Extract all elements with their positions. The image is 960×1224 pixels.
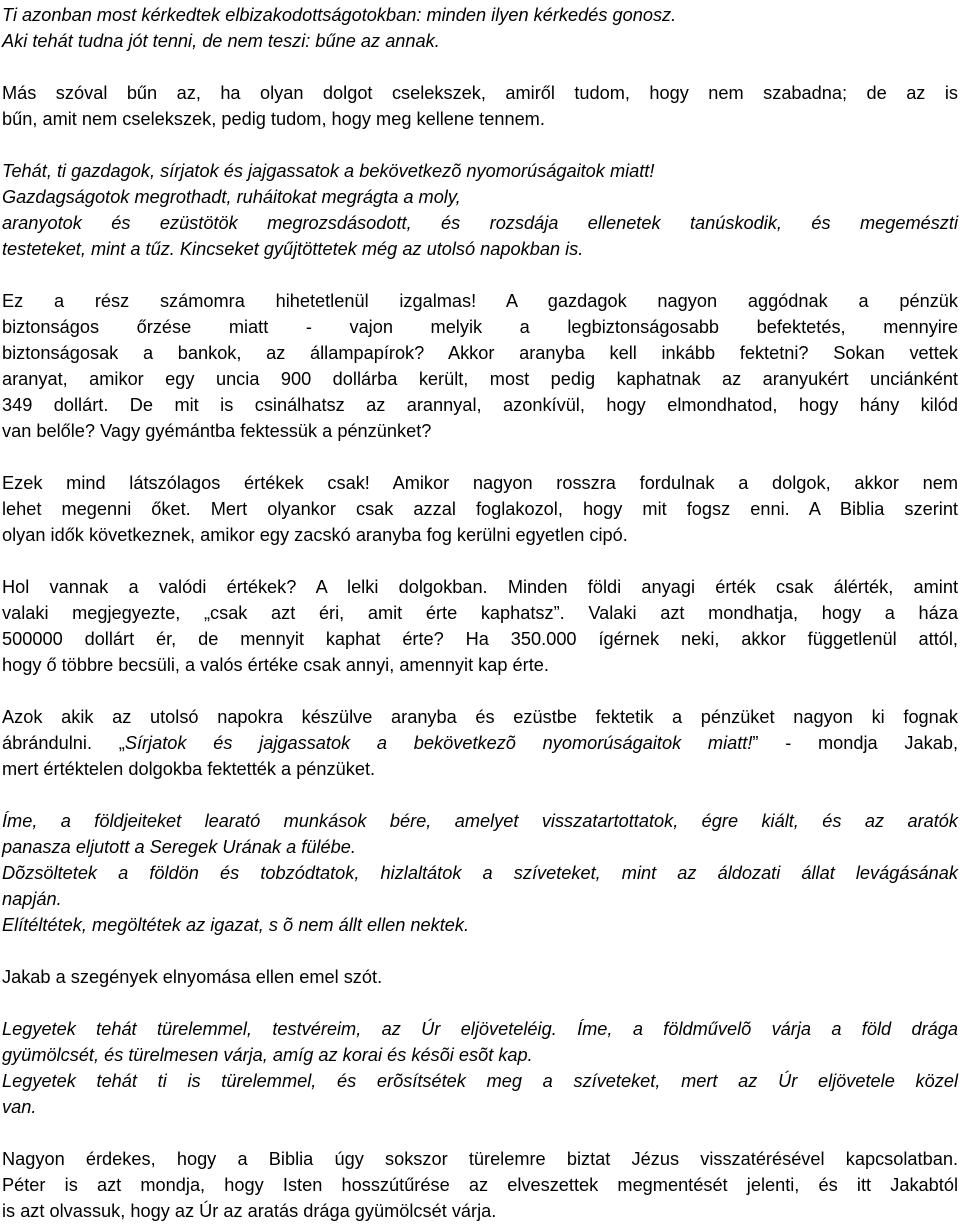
paragraph-4-line-2: biztonságos őrzése miatt - vajon melyik a legbiztonságosabb befektetés, mennyire	[2, 317, 958, 337]
paragraph-10-line-1: Legyetek tehát türelemmel, testvéreim, az Úr eljöveteléig. Íme, a földművelõ várja a föld drága	[2, 1019, 958, 1039]
paragraph-2	[2, 80, 958, 132]
paragraph-7-line-3: mert értéktelen dolgokba fektették a pénzüket.	[2, 759, 376, 779]
spacer	[2, 938, 958, 964]
paragraph-3-line-4: testeteket, mint a tűz. Kincseket gyűjtöttetek még az utolsó napokban is.	[2, 239, 584, 259]
paragraph-4-line-3: biztonságosak a bankok, az állampapírok? Akkor aranyba kell inkább fektetni? Sokan vettek	[2, 343, 958, 363]
paragraph-4-line-6: van belőle? Vagy gyémántba fektessük a pénzünket?	[2, 421, 432, 441]
paragraph-6-line-4: hogy ő többre becsüli, a valós értéke csak annyi, amennyit kap érte.	[2, 655, 549, 675]
paragraph-8-line-3: Dõzsöltetek a földön és tobzódtatok, hizlaltátok a szíveteket, mint az áldozati állat levágásának	[2, 863, 958, 883]
paragraph-4	[2, 288, 958, 444]
paragraph-4-line-1: Ez a rész számomra hihetetlenül izgalmas! A gazdagok nagyon aggódnak a pénzük	[2, 291, 958, 311]
paragraph-1-line-1: Ti azonban most kérkedtek elbizakodottságotokban: minden ilyen kérkedés gonosz.	[2, 5, 677, 25]
paragraph-4-line-5: 349 dollárt. De mit is csinálhatsz az arannyal, azonkívül, hogy elmondhatod, hogy hány kilód	[2, 395, 958, 415]
paragraph-3-line-3: aranyotok és ezüstötök megrozsdásodott, és rozsdája ellenetek tanúskodik, és megemészti	[2, 213, 958, 233]
paragraph-3-line-2: Gazdagságotok megrothadt, ruháitokat megrágta a moly,	[2, 187, 461, 207]
paragraph-6-line-2: valaki megjegyezte, „csak azt éri, amit érte kaphatsz”. Valaki azt mondhatja, hogy a háza	[2, 603, 958, 623]
paragraph-9	[2, 964, 958, 990]
spacer	[2, 444, 958, 470]
paragraph-10-line-4: van.	[2, 1097, 37, 1117]
paragraph-7-quote: Sírjatok és jajgassatok a bekövetkezõ nyomorúságaitok miatt!	[124, 733, 753, 753]
paragraph-11-line-3: is azt olvassuk, hogy az Úr az aratás drága gyümölcsét várja.	[2, 1201, 497, 1221]
paragraph-6-line-3: 500000 dollárt ér, de mennyit kaphat érte? Ha 350.000 ígérnek neki, akkor függetlenül attól,	[2, 629, 958, 649]
paragraph-9-line-1: Jakab a szegények elnyomása ellen emel szót.	[2, 967, 383, 987]
paragraph-7	[2, 704, 958, 782]
spacer	[2, 548, 958, 574]
paragraph-11-line-1: Nagyon érdekes, hogy a Biblia úgy sokszor türelemre biztat Jézus visszatérésével kapcsolatban.	[2, 1149, 958, 1169]
paragraph-5-line-1: Ezek mind látszólagos értékek csak! Amikor nagyon rosszra fordulnak a dolgok, akkor nem	[2, 473, 958, 493]
spacer	[2, 990, 958, 1016]
spacer	[2, 782, 958, 808]
paragraph-7-line-2-start: ábrándulni. „	[2, 733, 125, 753]
paragraph-10-line-3: Legyetek tehát ti is türelemmel, és erõsítsétek meg a szíveteket, mert az Úr eljövetele közel	[2, 1071, 958, 1091]
paragraph-1	[2, 2, 958, 54]
spacer	[2, 1120, 958, 1146]
paragraph-5-line-2: lehet megenni őket. Mert olyankor csak azzal foglakozol, hogy mit fogsz enni. A Biblia szerint	[2, 499, 958, 519]
paragraph-10	[2, 1016, 958, 1120]
paragraph-5	[2, 470, 958, 548]
paragraph-6-line-1: Hol vannak a valódi értékek? A lelki dolgokban. Minden földi anyagi érték csak álérték, amint	[2, 577, 958, 597]
paragraph-8-line-5: Elítéltétek, megöltétek az igazat, s õ nem állt ellen nektek.	[2, 915, 470, 935]
paragraph-10-line-2: gyümölcsét, és türelmesen várja, amíg az korai és késõi esõt kap.	[2, 1045, 533, 1065]
paragraph-8-line-1: Íme, a földjeiteket learató munkások bére, amelyet visszatartottatok, égre kiált, és az aratók	[2, 811, 958, 831]
paragraph-3	[2, 158, 958, 262]
paragraph-8-line-2: panasza eljutott a Seregek Urának a fülébe.	[2, 837, 356, 857]
paragraph-2-line-2: bűn, amit nem cselekszek, pedig tudom, hogy meg kellene tennem.	[2, 109, 545, 129]
paragraph-8	[2, 808, 958, 938]
paragraph-11-line-2: Péter is azt mondja, hogy Isten hosszútűrése az elveszettek megmentését jelenti, és itt Jakabtól	[2, 1175, 958, 1195]
paragraph-11	[2, 1146, 958, 1224]
paragraph-7-line-1: Azok akik az utolsó napokra készülve aranyba és ezüstbe fektetik a pénzüket nagyon ki fognak	[2, 707, 958, 727]
paragraph-6	[2, 574, 958, 678]
paragraph-2-line-1: Más szóval bűn az, ha olyan dolgot cselekszek, amiről tudom, hogy nem szabadna; de az is	[2, 83, 958, 103]
paragraph-7-line-2-end: ” - mondja Jakab,	[752, 733, 958, 753]
paragraph-5-line-3: olyan idők következnek, amikor egy zacskó aranyba fog kerülni egyetlen cipó.	[2, 525, 628, 545]
paragraph-7-line-2	[2, 730, 958, 756]
paragraph-3-line-1: Tehát, ti gazdagok, sírjatok és jajgassatok a bekövetkezõ nyomorúságaitok miatt!	[2, 161, 655, 181]
spacer	[2, 54, 958, 80]
paragraph-8-line-4: napján.	[2, 889, 62, 909]
paragraph-4-line-4: aranyat, amikor egy uncia 900 dollárba került, most pedig kaphatnak az aranyukért unciánként	[2, 369, 958, 389]
spacer	[2, 132, 958, 158]
spacer	[2, 678, 958, 704]
paragraph-1-line-2: Aki tehát tudna jót tenni, de nem teszi: bűne az annak.	[2, 31, 440, 51]
spacer	[2, 262, 958, 288]
